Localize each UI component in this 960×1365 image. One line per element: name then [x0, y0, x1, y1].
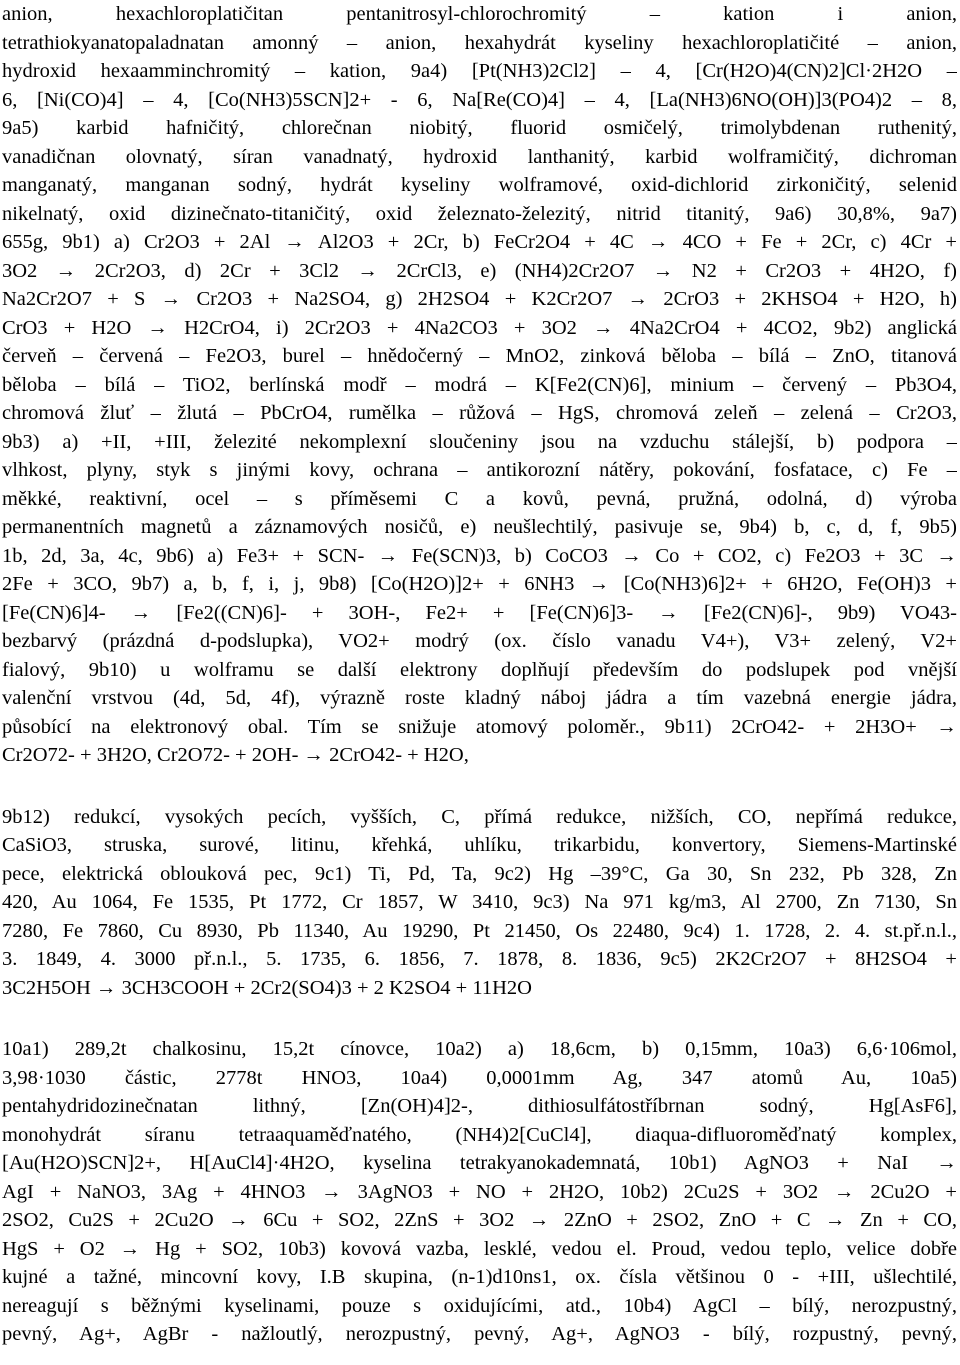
- paragraph: [2, 803, 957, 1003]
- text-line: Cr2O72- + 3H2O, Cr2O72- + 2OH- → 2CrO42- + H2O,: [2, 744, 469, 766]
- text-line: manganatý, manganan sodný, hydrát kyseliny wolframové, oxid-dichlorid zirkoničitý, selenid: [2, 174, 957, 196]
- text-line: [Au(H2O)SCN]2+, H[AuCl4]·4H2O, kyselina tetrakyanokademnatá, 10b1) AgNO3 + NaI →: [2, 1152, 957, 1174]
- text-line: vanadičnan olovnatý, síran vanadnatý, hydroxid lanthanitý, karbid wolframičitý, dichroman: [2, 145, 957, 168]
- text-line: běloba – bílá – TiO2, berlínská modř – modrá – K[Fe2(CN)6], minium – červený – Pb3O4,: [2, 373, 957, 396]
- text-line: 10a1) 289,2t chalkosinu, 15,2t cínovce, 10a2) a) 18,6cm, b) 0,15mm, 10a3) 6,6·106mol,: [2, 1038, 957, 1060]
- text-line: 3,98·1030 částic, 2778t HNO3, 10a4) 0,0001mm Ag, 347 atomů Au, 10a5): [2, 1066, 957, 1089]
- text-line: kujné a tažné, mincovní kovy, I.B skupina, (n-1)d10ns1, ox. čísla většinou 0 - +III, ušlechtilé,: [2, 1266, 957, 1288]
- text-line: 9b3) a) +II, +III, železité nekomplexní sloučeniny jsou na vzduchu stálejší, b) podpora –: [2, 430, 957, 453]
- text-line: 9b12) redukcí, vysokých pecích, vyšších, C, přímá redukce, nižších, CO, nepřímá redukce,: [2, 805, 957, 828]
- text-line: tetrathiokyanatopaladnatan amonný – anion, hexahydrát kyseliny hexachloroplatičité – anion,: [2, 31, 957, 54]
- text-line: 3C2H5OH → 3CH3COOH + 2Cr2(SO4)3 + 2 K2SO4 + 11H2O: [2, 976, 532, 999]
- text-line: 2Fe + 3CO, 9b7) a, b, f, i, j, 9b8) [Co(H2O)]2+ + 6NH3 → [Co(NH3)6]2+ + 6H2O, Fe(OH)3 +: [2, 573, 957, 595]
- text-line: pentahydridozinečnatan lithný, [Zn(OH)4]2-, dithiosulfátostříbrnan sodný, Hg[AsF6],: [2, 1095, 957, 1117]
- text-line: měkké, reaktivní, ocel – s příměsemi C a kovů, pevná, pružná, odolná, d) výroba: [2, 487, 957, 510]
- text-line: anion, hexachloroplatičitan pentanitrosyl-chlorochromitý – kation i anion,: [2, 3, 957, 25]
- text-line: chromová žluť – žlutá – PbCrO4, rumělka – růžová – HgS, chromová zeleň – zelená – Cr2O3,: [2, 402, 957, 424]
- text-line: CaSiO3, struska, surové, litinu, křehká, uhlíku, trikarbidu, konvertory, Siemens-Martinské: [2, 834, 957, 856]
- document-page: [2, 0, 957, 1349]
- paragraph: [2, 1035, 957, 1349]
- text-line: 3O2 → 2Cr2O3, d) 2Cr + 3Cl2 → 2CrCl3, e) (NH4)2Cr2O7 → N2 + Cr2O3 + 4H2O, f): [2, 259, 957, 282]
- paragraph-gap: [2, 770, 957, 803]
- paragraph-gap: [2, 1002, 957, 1035]
- text-line: valenční vrstvou (4d, 5d, 4f), výrazně roste kladný náboj jádra a tím vazebná energie jádra,: [2, 687, 957, 709]
- text-line: hydroxid hexaamminchromitý – kation, 9a4) [Pt(NH3)2Cl2] – 4, [Cr(H2O)4(CN)2]Cl·2H2O –: [2, 60, 957, 82]
- text-line: Na2Cr2O7 + S → Cr2O3 + Na2SO4, g) 2H2SO4 + K2Cr2O7 → 2CrO3 + 2KHSO4 + H2O, h): [2, 288, 957, 310]
- text-line: 9a5) karbid hafničitý, chlorečnan niobitý, fluorid osmičelý, trimolybdenan ruthenitý,: [2, 117, 957, 139]
- text-line: vlhkost, plyny, styk s jinými kovy, ochrana – antikorozní nátěry, pokování, fosfatace, c) Fe –: [2, 459, 957, 481]
- text-line: AgI + NaNO3, 3Ag + 4HNO3 → 3AgNO3 + NO + 2H2O, 10b2) 2Cu2S + 3O2 → 2Cu2O +: [2, 1180, 957, 1203]
- text-line: HgS + O2 → Hg + SO2, 10b3) kovová vazba, lesklé, vedou el. Proud, vedou teplo, velice dobře: [2, 1237, 957, 1260]
- text-line: působící na elektronový obal. Tím se snižuje atomový poloměr., 9b11) 2CrO42- + 2H3O+ →: [2, 715, 957, 738]
- text-line: 420, Au 1064, Fe 1535, Pt 1772, Cr 1857, W 3410, 9c3) Na 971 kg/m3, Al 2700, Zn 7130, Sn: [2, 891, 957, 913]
- text-line: CrO3 + H2O → H2CrO4, i) 2Cr2O3 + 4Na2CO3 + 3O2 → 4Na2CrO4 + 4CO2, 9b2) anglická: [2, 316, 957, 339]
- text-line: nikelnatý, oxid dizinečnato-titaničitý, oxid železnato-železitý, nitrid titanitý, 9a6) 30,8%, 9a7): [2, 202, 957, 225]
- text-line: 1b, 2d, 3a, 4c, 9b6) a) Fe3+ + SCN- → Fe(SCN)3, b) CoCO3 → Co + CO2, c) Fe2O3 + 3C →: [2, 544, 957, 567]
- text-line: 655g, 9b1) a) Cr2O3 + 2Al → Al2O3 + 2Cr, b) FeCr2O4 + 4C → 4CO + Fe + 2Cr, c) 4Cr +: [2, 231, 957, 253]
- text-line: bezbarvý (prázdná d-podslupka), VO2+ modrý (ox. číslo vanadu V4+), V3+ zelený, V2+: [2, 630, 957, 652]
- text-line: pece, elektrická oblouková pec, 9c1) Ti, Pd, Ta, 9c2) Hg –39°C, Ga 30, Sn 232, Pb 328, Zn: [2, 862, 957, 885]
- text-line: 6, [Ni(CO)4] – 4, [Co(NH3)5SCN]2+ - 6, Na[Re(CO)4] – 4, [La(NH3)6NO(OH)]3(PO4)2 – 8,: [2, 88, 957, 111]
- text-line: monohydrát síranu tetraaquaměďnatého, (NH4)2[CuCl4], diaqua-difluoroměďnatý komplex,: [2, 1123, 957, 1146]
- text-line: [Fe(CN)6]4- → [Fe2((CN)6]- + 3OH-, Fe2+ + [Fe(CN)6]3- → [Fe2(CN)6]-, 9b9) VO43-: [2, 601, 957, 624]
- text-line: červeň – červená – Fe2O3, burel – hnědočerný – MnO2, zinková běloba – bílá – ZnO, titanová: [2, 345, 957, 367]
- paragraph: [2, 0, 957, 770]
- text-line: nereagují s běžnými kyselinami, pouze s oxidujícími, atd., 10b4) AgCl – bílý, nerozpustný,: [2, 1294, 957, 1317]
- text-line: pevný, Ag+, AgBr - nažloutlý, nerozpustný, pevný, Ag+, AgNO3 - bílý, rozpustný, pevný,: [2, 1323, 957, 1345]
- text-line: 7280, Fe 7860, Cu 8930, Pb 11340, Au 19290, Pt 21450, Os 22480, 9c4) 1. 1728, 2. 4. st.př.n.l.,: [2, 919, 957, 942]
- text-line: permanentních magnetů a záznamových nosičů, e) neušlechtilý, pasivuje se, 9b4) b, c, d, f, 9b5): [2, 516, 957, 538]
- text-line: fialový, 9b10) u wolframu se další elektrony doplňují především do podslupek pod vnější: [2, 658, 957, 681]
- text-line: 3. 1849, 4. 3000 př.n.l., 5. 1735, 6. 1856, 7. 1878, 8. 1836, 9c5) 2K2Cr2O7 + 8H2SO4 +: [2, 948, 957, 970]
- text-line: 2SO2, Cu2S + 2Cu2O → 6Cu + SO2, 2ZnS + 3O2 → 2ZnO + 2SO2, ZnO + C → Zn + CO,: [2, 1209, 957, 1231]
